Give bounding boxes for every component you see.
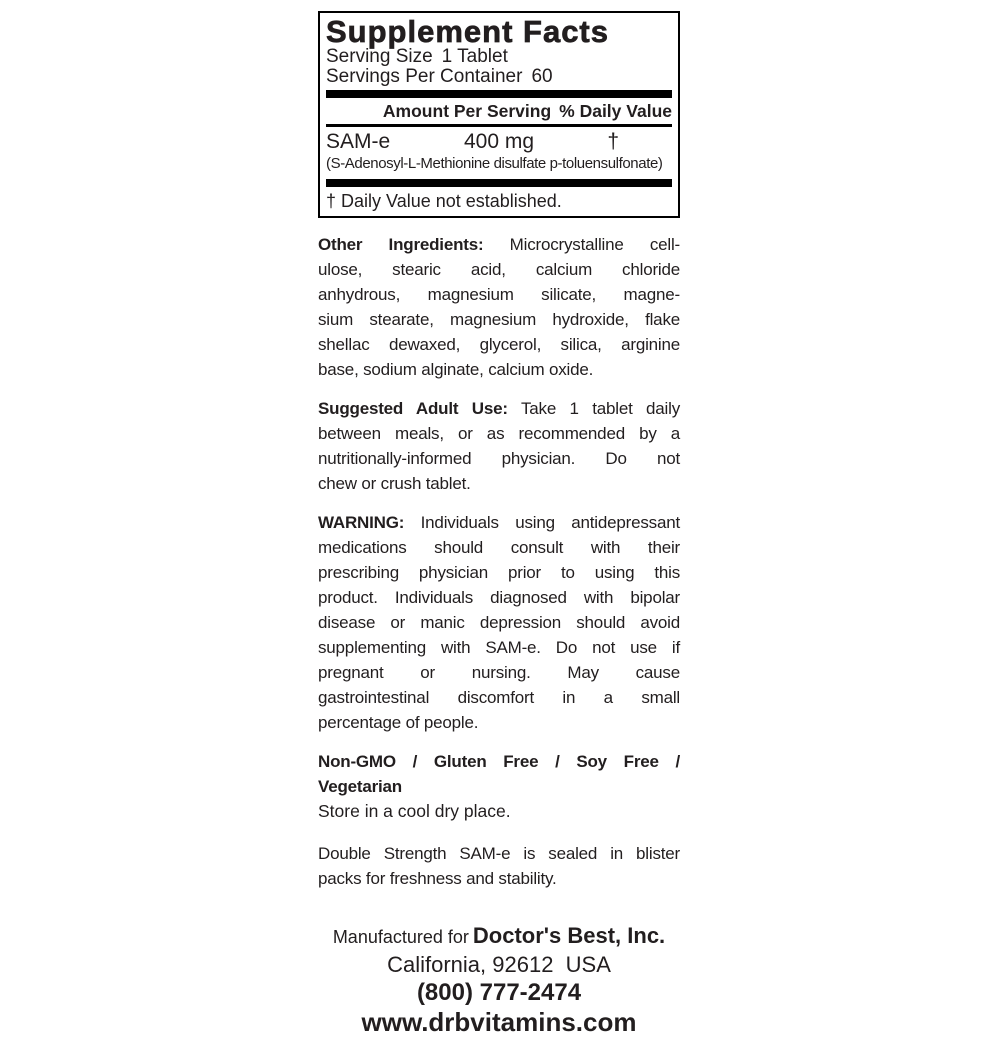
serving-size-line	[326, 47, 672, 67]
blister-note	[318, 841, 680, 891]
text-line: WARNING: Individuals using antidepressant	[318, 513, 680, 532]
serving-size-label: Serving Size	[326, 46, 433, 67]
section-suggested-use	[318, 396, 680, 496]
text-line: Other Ingredients: Microcrystalline cell-	[318, 235, 680, 254]
text-line: percentage of people.	[318, 713, 479, 732]
manufactured-for-line	[318, 922, 680, 951]
text-line: disease or manic depression should avoid	[318, 613, 680, 632]
servings-per-container-value: 60	[531, 66, 553, 87]
facts-title: Supplement Facts	[326, 14, 609, 49]
badges-line	[318, 749, 680, 799]
percent-daily-value-header: % Daily Value	[559, 101, 672, 121]
text-line: packs for freshness and stability.	[318, 869, 557, 888]
section-heading: WARNING:	[318, 513, 405, 532]
text-line: Suggested Adult Use: Take 1 tablet daily	[318, 399, 680, 418]
text-line: Vegetarian	[318, 777, 402, 796]
text-line: base, sodium alginate, calcium oxide.	[318, 360, 594, 379]
text-line: ulose, stearic acid, calcium chloride	[318, 260, 680, 279]
text-line: Double Strength SAM-e is sealed in blister	[318, 844, 680, 863]
section-heading: Suggested Adult Use:	[318, 399, 508, 418]
website-url: www.drbvitamins.com	[361, 1007, 637, 1037]
ingredient-name: SAM-e	[326, 130, 391, 153]
phone-number: (800) 777-2474	[416, 979, 582, 1006]
text-line: chew or crush tablet.	[318, 474, 471, 493]
storage-note: Store in a cool dry place.	[318, 801, 511, 821]
thick-bar-bottom	[326, 179, 672, 187]
daily-value-footnote: † Daily Value not established.	[326, 191, 562, 211]
section-heading: Other Ingredients:	[318, 235, 484, 254]
ingredient-daily-value: †	[607, 130, 620, 153]
text-line: pregnant or nursing. May cause	[318, 663, 680, 682]
section-other-ingredients	[318, 232, 680, 382]
text-line: anhydrous, magnesium silicate, magne-	[318, 285, 680, 304]
servings-per-container-label: Servings Per Container	[326, 66, 523, 87]
company-name: Doctor's Best, Inc.	[472, 923, 666, 948]
column-header-row	[326, 100, 672, 124]
ingredient-amount: 400 mg	[463, 130, 535, 153]
section-warning	[318, 510, 680, 735]
text-line: gastrointestinal discomfort in a small	[318, 688, 680, 707]
text-line: Non-GMO / Gluten Free / Soy Free /	[318, 752, 680, 771]
thick-bar-top	[326, 90, 672, 98]
manufactured-for-label: Manufactured for	[332, 927, 469, 947]
footer	[318, 922, 680, 1037]
text-line: product. Individuals diagnosed with bipolar	[318, 588, 680, 607]
ingredient-row	[326, 127, 672, 154]
text-line: nutritionally-informed physician. Do not	[318, 449, 680, 468]
serving-size-value: 1 Tablet	[441, 46, 508, 67]
text-line: prescribing physician prior to using this	[318, 563, 680, 582]
servings-per-container-line	[326, 67, 672, 87]
text-line: between meals, or as recommended by a	[318, 424, 680, 443]
supplement-facts-panel	[318, 11, 680, 218]
label-column	[318, 11, 680, 1037]
text-line: supplementing with SAM-e. Do not use if	[318, 638, 680, 657]
text-line: medications should consult with their	[318, 538, 680, 557]
text-line: shellac dewaxed, glycerol, silica, arginine	[318, 335, 680, 354]
amount-per-serving-header: Amount Per Serving	[382, 101, 552, 121]
text-line: sium stearate, magnesium hydroxide, flake	[318, 310, 680, 329]
company-location: California, 92612 USA	[387, 952, 611, 977]
ingredient-chemical-name: (S-Adenosyl-L-Methionine disulfate p-toluensulfonate)	[326, 155, 663, 172]
